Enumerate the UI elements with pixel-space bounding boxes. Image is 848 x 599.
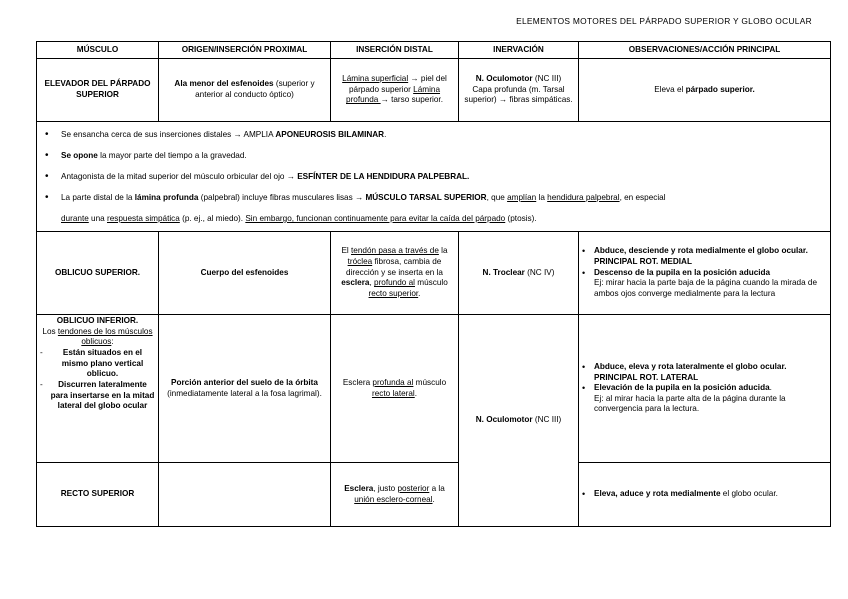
inf-oblique-name: OBLICUO INFERIOR. Los tendones de los músculos oblicuos: - Están situados en el mismo plano vertical oblicuo. - Discurren lateralmente para insertarse en la mitad lateral del globo ocular [37, 315, 159, 463]
header-inervacion: INERVACIÓN [459, 42, 579, 59]
row-superior-rectus [37, 463, 831, 527]
note-item: • Se opone la mayor parte del tiempo a la gravedad. [43, 145, 824, 166]
levator-notes [37, 122, 831, 232]
inf-oblique-observation [579, 315, 831, 463]
inf-oblique-innervation: N. Oculomotor (NC III) [459, 315, 579, 527]
sup-oblique-observation [579, 232, 831, 315]
observation-item: • Descenso de la pupila en la posición aducida Ej: mirar hacia la parte baja de la página cuando la mirada de ambos ojos converge medialmente para la lectura [582, 268, 827, 300]
levator-observation: Eleva el párpado superior. [579, 59, 831, 122]
observation-item: • Abduce, desciende y rota medialmente el globo ocular. PRINCIPAL ROT. MEDIAL [582, 246, 827, 267]
observation-item: • Eleva, aduce y rota medialmente el globo ocular. [582, 489, 827, 500]
sup-rectus-observation [579, 463, 831, 527]
header-row [37, 42, 831, 59]
levator-origin: Ala menor del esfenoides (superior y anterior al conducto óptico) [159, 59, 331, 122]
note-item: • Se ensancha cerca de sus inserciones distales → AMPLIA APONEUROSIS BILAMINAR. [43, 124, 824, 145]
row-notes [37, 122, 831, 232]
observation-item: • Abduce, eleva y rota lateralmente el globo ocular. PRINCIPAL ROT. LATERAL [582, 362, 827, 383]
oblique-tendon-feature: - Están situados en el mismo plano vertical oblicuo. [40, 348, 155, 380]
sup-oblique-origin: Cuerpo del esfenoides [159, 232, 331, 315]
sup-oblique-name: OBLICUO SUPERIOR. [37, 232, 159, 315]
header-observaciones: OBSERVACIONES/ACCIÓN PRINCIPAL [579, 42, 831, 59]
note-item: • Antagonista de la mitad superior del músculo orbicular del ojo → ESFÍNTER DE LA HENDIDURA PALPEBRAL. [43, 166, 824, 187]
page-title: ELEMENTOS MOTORES DEL PÁRPADO SUPERIOR Y GLOBO OCULAR [516, 16, 812, 26]
row-superior-oblique [37, 232, 831, 315]
levator-name: ELEVADOR DEL PÁRPADO SUPERIOR [37, 59, 159, 122]
inf-oblique-origin: Porción anterior del suelo de la órbita (inmediatamente lateral a la fosa lagrimal). [159, 315, 331, 463]
sup-oblique-insertion: El tendón pasa a través de la tróclea fibrosa, cambia de dirección y se inserta en la esclera, profundo al músculo recto superior. [331, 232, 459, 315]
sup-rectus-insertion: Esclera, justo posterior a la unión esclero-corneal. [331, 463, 459, 527]
header-origen: ORIGEN/INSERCIÓN PROXIMAL [159, 42, 331, 59]
sup-rectus-name: RECTO SUPERIOR [37, 463, 159, 527]
row-levator [37, 59, 831, 122]
header-musculo: MÚSCULO [37, 42, 159, 59]
header-insercion: INSERCIÓN DISTAL [331, 42, 459, 59]
muscle-table [36, 41, 831, 527]
levator-innervation: N. Oculomotor (NC III) Capa profunda (m. Tarsal superior) → fibras simpáticas. [459, 59, 579, 122]
row-inferior-oblique [37, 315, 831, 463]
oblique-tendon-feature: - Discurren lateralmente para insertarse en la mitad lateral del globo ocular [40, 380, 155, 412]
sup-rectus-origin [159, 463, 331, 527]
sup-oblique-innervation: N. Troclear (NC IV) [459, 232, 579, 315]
levator-insertion: Lámina superficial → piel del párpado superior Lámina profunda → tarso superior. [331, 59, 459, 122]
note-item: • La parte distal de la lámina profunda (palpebral) incluye fibras musculares lisas → MÚSCULO TARSAL SUPERIOR, que amplían la hendidura palpebral, en especial durante una respuesta simpática (p. ej., al miedo). Sin embargo, funcionan continuamente para evitar la caída del párpado (ptosis). [43, 187, 824, 229]
inf-oblique-insertion: Esclera profunda al músculo recto lateral. [331, 315, 459, 463]
observation-item: • Elevación de la pupila en la posición aducida. Ej: al mirar hacia la parte alta de la página durante la convergencia para la lectura. [582, 383, 827, 415]
